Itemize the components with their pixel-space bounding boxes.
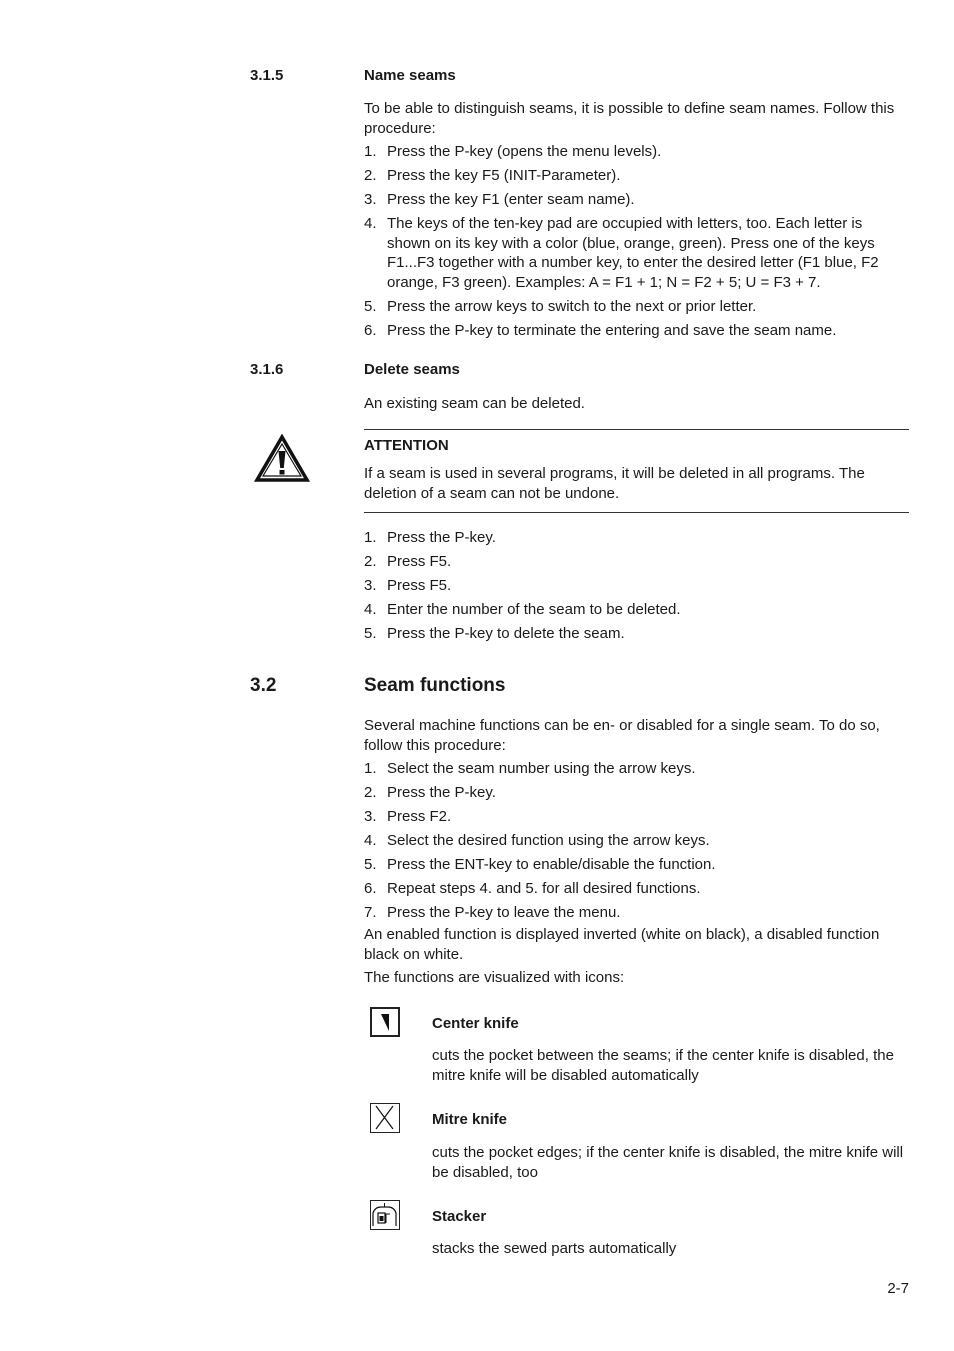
center-knife-icon	[370, 1007, 400, 1037]
mitre-knife-icon	[370, 1103, 400, 1133]
warning-icon	[254, 434, 310, 483]
list-item: 2. Press F5.	[364, 553, 452, 570]
section-number: 3.1.5	[250, 67, 284, 84]
step-list	[364, 142, 909, 345]
list-item: 3. Press F5.	[364, 577, 452, 594]
list-item: 3. Press F2.	[364, 808, 452, 825]
list-item: 6. Repeat steps 4. and 5. for all desired functions.	[364, 880, 701, 897]
list-item: 5. Press the arrow keys to switch to the next or prior letter.	[364, 297, 757, 315]
section-number: 3.1.6	[250, 361, 284, 378]
divider	[364, 429, 909, 430]
section-number: 3.2	[250, 675, 277, 696]
list-item: 1. Select the seam number using the arrow keys.	[364, 760, 696, 777]
note-text: An enabled function is displayed inverted (white on black), a disabled function black on white.	[364, 926, 880, 963]
section-title: Delete seams	[364, 361, 460, 378]
step-list	[364, 759, 909, 927]
function-description: cuts the pocket edges; if the center knife is disabled, the mitre knife will be disabled, too	[432, 1144, 904, 1181]
section-title: Name seams	[364, 67, 456, 84]
list-item: 2. Press the key F5 (INIT-Parameter).	[364, 167, 621, 184]
list-item: 7. Press the P-key to leave the menu.	[364, 904, 621, 921]
list-item: 6. Press the P-key to terminate the entering and save the seam name.	[364, 321, 837, 339]
stacker-icon	[370, 1200, 400, 1230]
function-title: Mitre knife	[432, 1111, 508, 1128]
section-intro: An existing seam can be deleted.	[364, 395, 585, 412]
divider	[364, 512, 909, 513]
list-item: 2. Press the P-key.	[364, 784, 496, 801]
function-title: Stacker	[432, 1208, 487, 1225]
list-item: 5. Press the ENT-key to enable/disable the function.	[364, 856, 716, 873]
list-item: 3. Press the key F1 (enter seam name).	[364, 191, 635, 208]
page-number: 2-7	[887, 1280, 909, 1297]
list-item: 4. Select the desired function using the arrow keys.	[364, 832, 710, 849]
section-title: Seam functions	[364, 675, 506, 696]
section-intro: Several machine functions can be en- or disabled for a single seam. To do so, follow this procedure:	[364, 717, 880, 754]
function-title: Center knife	[432, 1015, 519, 1032]
list-item: 5. Press the P-key to delete the seam.	[364, 625, 625, 642]
section-intro: To be able to distinguish seams, it is possible to define seam names. Follow this procedure:	[364, 100, 895, 137]
function-description: stacks the sewed parts automatically	[432, 1240, 677, 1257]
function-description: cuts the pocket between the seams; if the center knife is disabled, the mitre knife will be disabled automatically	[432, 1047, 894, 1084]
step-list	[364, 528, 909, 648]
list-item: 4. Enter the number of the seam to be deleted.	[364, 601, 681, 618]
list-item: 1. Press the P-key (opens the menu levels).	[364, 143, 662, 160]
list-item: 4. The keys of the ten-key pad are occupied with letters, too. Each letter is shown on its key with a color (blue, orange, green). Press one of the keys F1...F3 together with a number key, to enter the desired letter (F1 blue, F2 orange, F3 green). Examples: A = F1 + 1; N = F2 + 5; U = F3 + 7.	[364, 215, 879, 291]
attention-title: ATTENTION	[364, 437, 449, 454]
note-text: The functions are visualized with icons:	[364, 969, 625, 986]
list-item: 1. Press the P-key.	[364, 529, 496, 546]
attention-text: If a seam is used in several programs, it will be deleted in all programs. The deletion of a seam can not be undone.	[364, 465, 865, 502]
